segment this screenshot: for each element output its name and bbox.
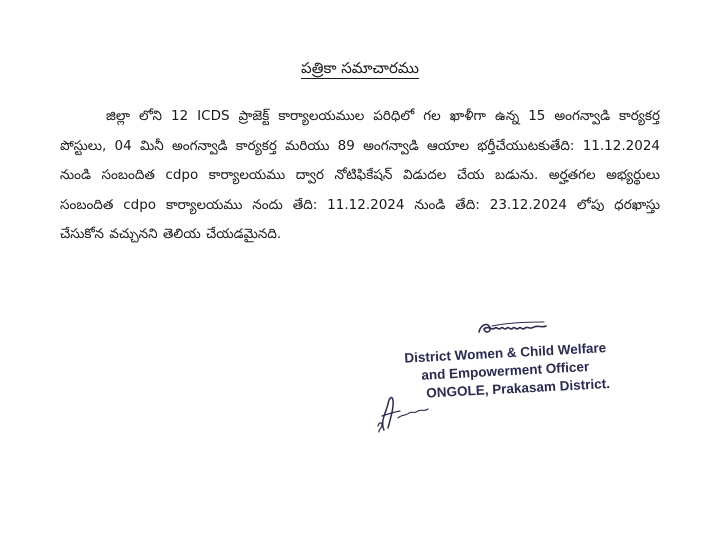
officer-signature <box>476 316 548 342</box>
stamp-line-designation: and Empowerment Officer <box>420 359 590 383</box>
officer-stamp <box>398 337 640 403</box>
stamp-line-location: ONGOLE, Prakasam District. <box>425 375 611 401</box>
heading-text: పత్రికా సమాచారము <box>301 59 419 77</box>
stamp-line-title: District Women & Child Welfare <box>404 340 607 366</box>
press-release-heading <box>0 58 720 78</box>
press-release-body: జిల్లా లోని 12 ICDS ప్రాజెక్ట్ కార్యాలయముల పరిధిలో గల ఖాళీగా ఉన్న 15 అంగన్వాడి కార్యకర్త పోస్టులు, 04 మినీ అంగన్వాడి కార్యకర్త మరియు 89 అంగన్వాడి ఆయాల భర్తీచేయుటకుతేది: 11.12.2024 నుండి సంబందిత cdpo కార్యాలయము ద్వార నోటిఫికేషన్ విడుదల చేయ బడును. అర్హతగల అభ్యర్థులు సంబందిత cdpo కార్యాలయము నందు తేది: 11.12.2024 నుండి తేది: 23.12.2024 లోపు ధరఖాస్తు చేసుకోన వచ్చునని తెలియ చేయడమైనది. <box>60 108 660 243</box>
